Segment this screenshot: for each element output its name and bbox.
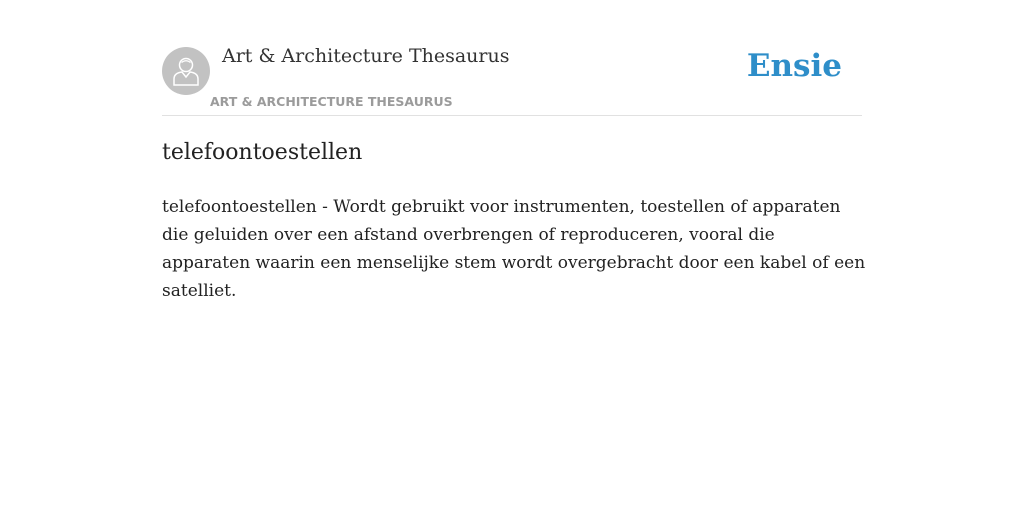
brand-logo-link[interactable]: Ensie: [746, 48, 842, 84]
entry-definition: telefoontoestellen - Wordt gebruikt voor instrumenten, toestellen of apparaten die geluiden over een afstand overbrengen of reproduceren, vooral die apparaten waarin een menselijke stem wordt overgebracht door een kabel of een satelliet.: [162, 197, 866, 301]
source-title-link[interactable]: Art & Architecture Thesaurus: [222, 45, 510, 67]
content-container: [162, 0, 866, 301]
source-subtitle: ART & ARCHITECTURE THESAURUS: [210, 94, 453, 109]
user-silhouette-icon: [172, 56, 200, 86]
source-avatar[interactable]: [162, 47, 210, 95]
header: [162, 0, 862, 116]
entry-term-heading: telefoontoestellen: [162, 140, 363, 165]
